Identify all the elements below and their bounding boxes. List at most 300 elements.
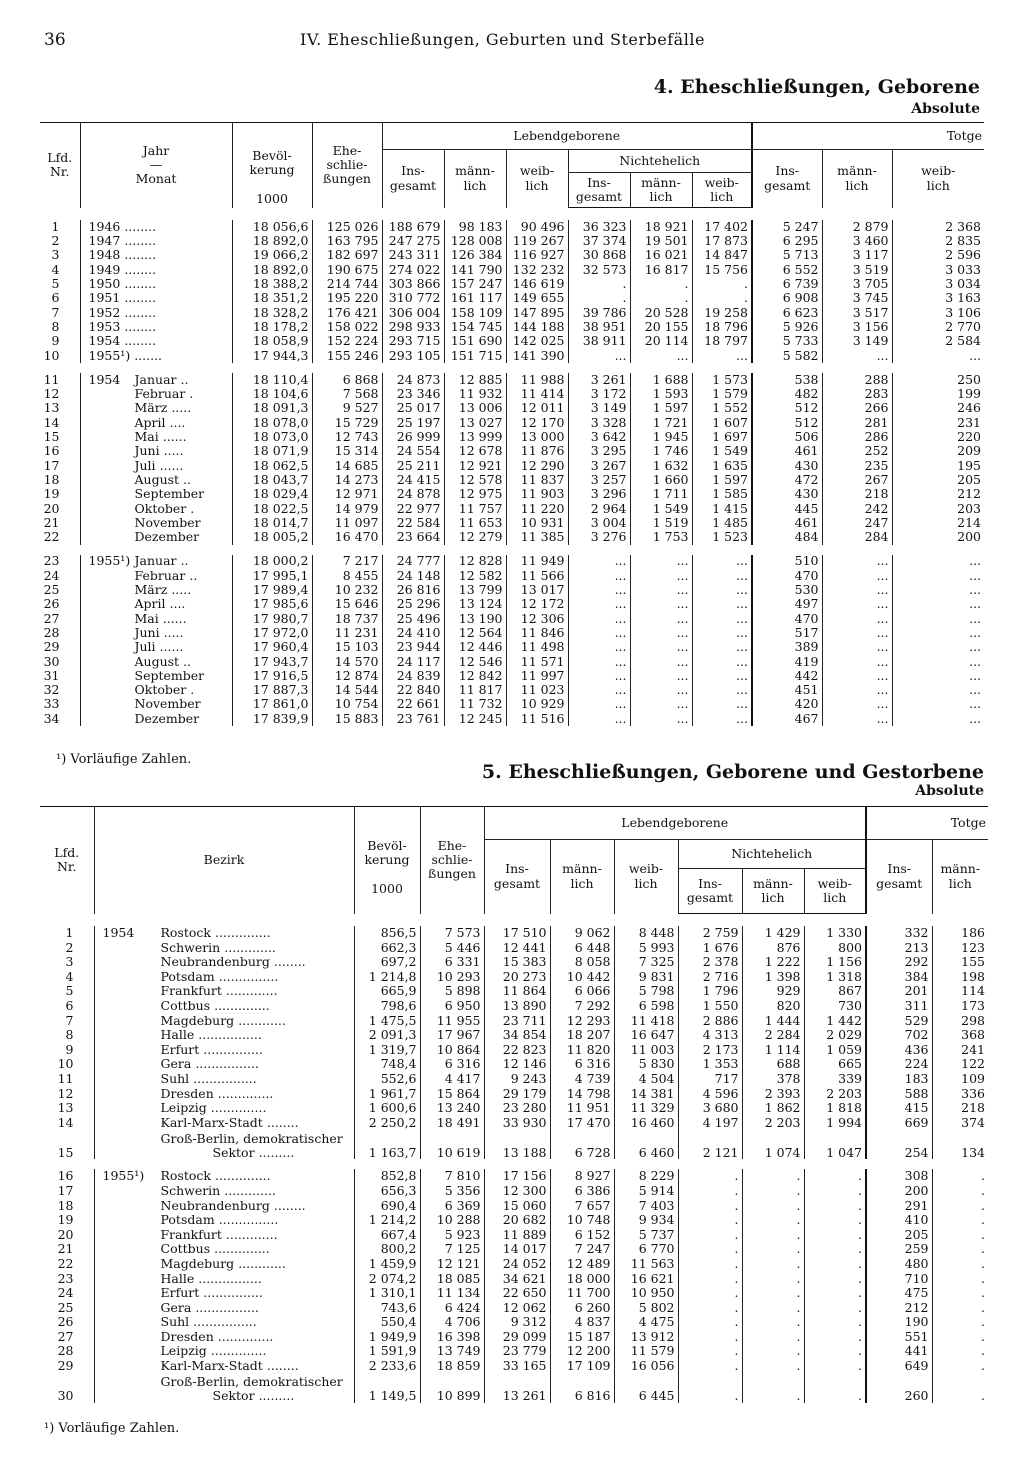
row-label [80,698,232,712]
cell-ne-w: 1 607 [692,416,752,430]
row-leader-dots: .............. [210,1343,267,1359]
cell-ne-w: 1 330 [804,926,866,941]
cell-ins: 26 999 [382,430,444,444]
cell-t-w: ... [892,669,984,683]
cell-w: 11 949 [506,555,568,569]
row-month: November [134,514,201,530]
cell-ne-ins: . [678,1184,742,1199]
cell-m: 98 183 [444,220,506,234]
row-number: 12 [43,386,60,402]
row-label [80,516,232,530]
row-leader-dots: .. [183,653,192,669]
table-row [40,999,988,1014]
cell-ne-ins: 2 886 [678,1014,742,1029]
cell-w: 11 418 [614,1014,678,1029]
row-number: 7 [51,304,60,320]
cell-bev: 18 062,5 [232,459,312,473]
cell-bev: 2 233,6 [354,1359,420,1374]
table-row [40,1330,988,1345]
cell-bev: 1 310,1 [354,1286,420,1301]
cell-ne-w: . [804,1344,866,1359]
cell-ne-m: 1 688 [630,373,692,387]
t4-header-label: Jahr — Monat [80,123,232,208]
cell-ins: 12 146 [484,1057,550,1072]
cell-bev: 17 943,7 [232,655,312,669]
row-year: 1952 [88,304,121,320]
row-label [94,1199,354,1214]
cell-t-ins: 461 [752,444,822,458]
cell-t-ins: 332 [866,926,932,941]
row-leader-dots: ............... [203,1285,263,1301]
cell-w: 141 390 [506,349,568,363]
row-leader-dots: ...... [159,639,184,655]
row-month: August [134,471,180,487]
cell-ne-w: . [804,1213,866,1228]
cell-ins: 34 621 [484,1271,550,1286]
row-number: 25 [43,582,60,598]
cell-m: 141 790 [444,263,506,277]
cell-ehe: 15 103 [312,640,382,654]
cell-ne-ins: 1 550 [678,999,742,1014]
cell-t-m: ... [822,640,892,654]
table-row [40,349,984,363]
cell-ne-w: . [804,1359,866,1374]
cell-ne-w: 19 258 [692,306,752,320]
table-row [40,1213,988,1228]
row-bezirk: Suhl [160,1314,190,1330]
table4-subtitle: Absolute [911,101,980,117]
cell-t-m: 3 117 [822,249,892,263]
cell-bev: 2 074,2 [354,1271,420,1286]
row-label [94,941,354,956]
cell-ehe: 14 979 [312,502,382,516]
row-leader-dots: .............. [210,1100,267,1116]
row-label [94,1301,354,1316]
cell-bev: 1 319,7 [354,1043,420,1058]
cell-w: 11 414 [506,387,568,401]
t4-header-totge: Totge [752,123,984,150]
cell-ehe: 6 316 [420,1057,484,1072]
cell-ne-m: . [630,277,692,291]
t5-header-lebend: Lebendgeborene [484,807,866,840]
cell-ehe: 18 737 [312,612,382,626]
t4-header-t-m: männ- lich [822,150,892,208]
row-label [94,1116,354,1131]
row-bezirk: Schwerin [160,939,221,955]
cell-ne-w: 1 635 [692,459,752,473]
cell-ne-w: ... [692,669,752,683]
cell-w: 11 563 [614,1257,678,1272]
row-label [94,1228,354,1243]
table-row [40,555,984,569]
cell-t-m: 155 [932,955,988,970]
cell-t-ins: 430 [752,459,822,473]
t4-header-t-ins: Ins- gesamt [752,150,822,208]
cell-t-m: 122 [932,1057,988,1072]
cell-t-m: ... [822,683,892,697]
cell-ehe: 7 125 [420,1242,484,1257]
cell-w: 11 876 [506,444,568,458]
cell-ne-ins: 32 573 [568,263,630,277]
row-leader-dots: .............. [217,1328,274,1344]
row-label [94,926,354,941]
cell-t-ins: 5 247 [752,220,822,234]
cell-ne-m: ... [630,349,692,363]
cell-t-m: 3 745 [822,291,892,305]
row-month: April [134,414,166,430]
row-leader-dots: ........ [124,290,157,306]
cell-bev: 852,8 [354,1169,420,1184]
cell-w: 7 325 [614,955,678,970]
row-year: 1947 [88,233,121,249]
table-row [40,1374,988,1403]
cell-w: 11 571 [506,655,568,669]
cell-t-ins: 551 [866,1330,932,1345]
row-number: 30 [57,1388,74,1404]
t4-header-lebend: Lebendgeborene [382,123,752,150]
row-label [94,1101,354,1116]
table5-footnote: ¹) Vorläufige Zahlen. [44,1421,180,1436]
cell-w: 4 504 [614,1072,678,1087]
cell-ne-m: . [742,1199,804,1214]
cell-t-w: 203 [892,502,984,516]
cell-ehe: 6 369 [420,1199,484,1214]
cell-ne-ins: . [678,1286,742,1301]
cell-bev: 2 091,3 [354,1028,420,1043]
cell-w: 11 329 [614,1101,678,1116]
cell-ne-m: . [742,1301,804,1316]
cell-w: 5 737 [614,1228,678,1243]
cell-ne-ins: 1 676 [678,941,742,956]
cell-t-ins: 260 [866,1374,932,1403]
cell-ne-w: 18 796 [692,320,752,334]
cell-ehe: 18 491 [420,1116,484,1131]
row-leader-dots: ................ [198,1027,262,1043]
cell-ins: 24 415 [382,473,444,487]
cell-ne-w: 1 523 [692,530,752,544]
cell-m: 6 386 [550,1184,614,1199]
cell-t-ins: 254 [866,1130,932,1159]
cell-t-ins: 470 [752,612,822,626]
row-number: 14 [57,1114,74,1130]
row-leader-dots: ................ [195,1056,259,1072]
cell-ne-w: 2 203 [804,1087,866,1102]
table-row [40,984,988,999]
row-number: 21 [57,1241,74,1257]
cell-ehe: 125 026 [312,220,382,234]
cell-bev: 17 995,1 [232,569,312,583]
table-row [40,220,984,234]
cell-m: 12 578 [444,473,506,487]
row-number: 10 [43,347,60,363]
cell-m: 12 828 [444,555,506,569]
cell-ins: 23 280 [484,1101,550,1116]
cell-ehe: 10 864 [420,1043,484,1058]
row-bezirk-line2: Sektor [212,1144,255,1160]
cell-ins: 29 179 [484,1087,550,1102]
cell-w: 11 566 [506,569,568,583]
row-number: 12 [57,1085,74,1101]
cell-bev: 17 980,7 [232,612,312,626]
row-leader-dots: ........ [266,1358,299,1374]
table5-subtitle: Absolute [915,783,984,799]
cell-t-m: 3 149 [822,334,892,348]
cell-ne-m: . [742,1169,804,1184]
cell-t-w: ... [892,583,984,597]
running-head: IV. Eheschließungen, Geburten und Sterbefälle [300,30,705,49]
row-month: März [134,400,168,416]
cell-m: 12 446 [444,640,506,654]
row-leader-dots: ................ [193,1314,257,1330]
cell-t-w: ... [892,569,984,583]
cell-t-m: 252 [822,444,892,458]
cell-t-w: 205 [892,473,984,487]
cell-ne-ins: 3 267 [568,459,630,473]
cell-ehe: 16 470 [312,530,382,544]
row-bezirk: Potsdam [160,968,215,984]
t5-header-ne-w: weib- lich [804,869,866,914]
cell-ne-m: ... [630,626,692,640]
table-row [40,1184,988,1199]
row-month: August [134,653,180,669]
table-row [40,569,984,583]
row-leader-dots: ......... [258,1387,295,1403]
cell-ins: 13 890 [484,999,550,1014]
cell-t-ins: 482 [752,387,822,401]
cell-t-ins: 6 623 [752,306,822,320]
cell-t-ins: 517 [752,626,822,640]
row-label [94,1043,354,1058]
table-row [40,626,984,640]
cell-bev: 18 178,2 [232,320,312,334]
cell-ne-ins: ... [568,626,630,640]
cell-ne-w: 1 994 [804,1116,866,1131]
t4-header-ehe: Ehe- schlie- ßungen [312,123,382,208]
cell-ins: 26 816 [382,583,444,597]
row-number: 4 [65,968,74,984]
cell-ne-ins: 3 276 [568,530,630,544]
cell-t-w: ... [892,626,984,640]
cell-ne-ins: ... [568,655,630,669]
cell-t-w: 2 584 [892,334,984,348]
cell-ehe: 15 646 [312,597,382,611]
row-year: 1946 [88,218,121,234]
cell-t-ins: 308 [866,1169,932,1184]
row-number: 31 [43,667,60,683]
row-number: 15 [57,1144,74,1160]
cell-t-m: 134 [932,1130,988,1159]
cell-bev: 17 916,5 [232,669,312,683]
table-row [40,683,984,697]
table-row [40,234,984,248]
row-number: 30 [43,653,60,669]
cell-ne-m: 1 721 [630,416,692,430]
row-number: 28 [43,624,60,640]
cell-t-w: 3 034 [892,277,984,291]
cell-t-w: 2 368 [892,220,984,234]
cell-ins: 22 584 [382,516,444,530]
cell-t-ins: 649 [866,1359,932,1374]
cell-ne-m: 1 597 [630,402,692,416]
cell-m: 15 187 [550,1330,614,1345]
cell-ins: 243 311 [382,249,444,263]
row-number: 2 [65,939,74,955]
table-row [40,1271,988,1286]
cell-ne-ins: . [678,1271,742,1286]
cell-m: 12 245 [444,712,506,726]
cell-w: 5 830 [614,1057,678,1072]
table-row [40,516,984,530]
cell-ins: 23 944 [382,640,444,654]
cell-ins: 293 715 [382,334,444,348]
row-label [80,502,232,516]
cell-t-m: 3 156 [822,320,892,334]
cell-t-w: ... [892,597,984,611]
cell-ne-m: 20 114 [630,334,692,348]
cell-bev: 18 014,7 [232,516,312,530]
table-row [40,698,984,712]
cell-ehe: 11 955 [420,1014,484,1029]
cell-t-ins: 512 [752,402,822,416]
cell-t-ins: 506 [752,430,822,444]
cell-t-m: . [932,1257,988,1272]
row-number: 18 [43,471,60,487]
cell-ehe: 10 619 [420,1130,484,1159]
cell-w: 9 831 [614,970,678,985]
cell-t-w: 195 [892,459,984,473]
cell-m: 12 564 [444,626,506,640]
cell-w: 12 172 [506,597,568,611]
row-bezirk: Gera [160,1299,192,1315]
row-bezirk: Karl-Marx-Stadt [160,1114,263,1130]
cell-bev: 18 091,3 [232,402,312,416]
cell-ehe: 11 097 [312,516,382,530]
row-label [80,444,232,458]
cell-ne-w: . [804,1301,866,1316]
row-label [94,1374,354,1403]
row-leader-dots: .............. [214,925,271,941]
cell-ne-m: ... [630,640,692,654]
row-leader-dots: ........ [273,1197,306,1213]
row-leader-dots: ........ [124,304,157,320]
row-label [80,277,232,291]
row-month: Juli [134,639,156,655]
cell-ehe: 5 446 [420,941,484,956]
row-label [80,234,232,248]
cell-bev: 18 104,6 [232,387,312,401]
cell-ne-m: . [742,1184,804,1199]
row-leader-dots: .... [169,414,186,430]
cell-t-w: 209 [892,444,984,458]
table-row [40,1057,988,1072]
cell-m: 12 546 [444,655,506,669]
t5-header-m: männ- lich [550,840,614,914]
row-number: 2 [51,233,60,249]
cell-ins: 24 410 [382,626,444,640]
t4-header-nichtehelich: Nichtehelich [568,150,752,173]
cell-ne-w: ... [692,612,752,626]
cell-w: 11 385 [506,530,568,544]
row-leader-dots: ................ [195,1299,259,1315]
cell-t-w: ... [892,555,984,569]
cell-ne-m: ... [630,669,692,683]
row-bezirk: Karl-Marx-Stadt [160,1358,263,1374]
cell-t-ins: 442 [752,669,822,683]
cell-t-ins: 389 [752,640,822,654]
cell-w: 12 011 [506,402,568,416]
cell-bev: 18 058,9 [232,334,312,348]
cell-t-ins: 384 [866,970,932,985]
cell-w: 11 837 [506,473,568,487]
cell-t-w: 3 106 [892,306,984,320]
cell-ne-w: . [804,1184,866,1199]
cell-ins: 274 022 [382,263,444,277]
cell-ne-m: ... [630,683,692,697]
row-month: Mai [134,429,159,445]
cell-ne-ins: 1 353 [678,1057,742,1072]
cell-t-w: 3 033 [892,263,984,277]
cell-ne-ins: 2 121 [678,1130,742,1159]
cell-ne-m: 1 711 [630,487,692,501]
cell-t-w: ... [892,612,984,626]
cell-ehe: 214 744 [312,277,382,291]
cell-t-ins: 6 739 [752,277,822,291]
cell-m: 13 124 [444,597,506,611]
cell-t-m: ... [822,626,892,640]
table-row [40,373,984,387]
cell-ehe: 12 743 [312,430,382,444]
row-number: 15 [43,429,60,445]
cell-m: 13 190 [444,612,506,626]
cell-ne-ins: 3 257 [568,473,630,487]
row-leader-dots: .. [189,567,198,583]
cell-ins: 23 779 [484,1344,550,1359]
cell-ehe: 158 022 [312,320,382,334]
row-bezirk: Cottbus [160,1241,211,1257]
row-leader-dots: ........ [124,333,157,349]
cell-ne-ins: 3 172 [568,387,630,401]
cell-t-w: ... [892,698,984,712]
cell-ne-ins: 38 911 [568,334,630,348]
cell-ins: 23 664 [382,530,444,544]
table-row [40,387,984,401]
row-number: 27 [57,1328,74,1344]
cell-bev: 18 043,7 [232,473,312,487]
row-label [80,306,232,320]
row-bezirk: Groß-Berlin, demokratischer [160,1130,343,1146]
cell-m: 12 975 [444,487,506,501]
row-label [94,999,354,1014]
cell-t-m: 235 [822,459,892,473]
cell-m: 6 260 [550,1301,614,1316]
cell-t-ins: 5 733 [752,334,822,348]
cell-ne-w: ... [692,597,752,611]
cell-ne-ins: ... [568,555,630,569]
t5-header-nr: Lfd. Nr. [40,807,94,914]
cell-m: 13 006 [444,402,506,416]
cell-ehe: 18 085 [420,1271,484,1286]
row-number: 27 [43,610,60,626]
row-number: 3 [65,954,74,970]
row-number: 28 [57,1343,74,1359]
row-label [80,373,232,387]
cell-ne-ins: 3 680 [678,1101,742,1116]
cell-w: 9 934 [614,1213,678,1228]
cell-bev: 17 985,6 [232,597,312,611]
cell-w: 10 931 [506,516,568,530]
cell-m: 151 690 [444,334,506,348]
row-bezirk: Neubrandenburg [160,1197,270,1213]
